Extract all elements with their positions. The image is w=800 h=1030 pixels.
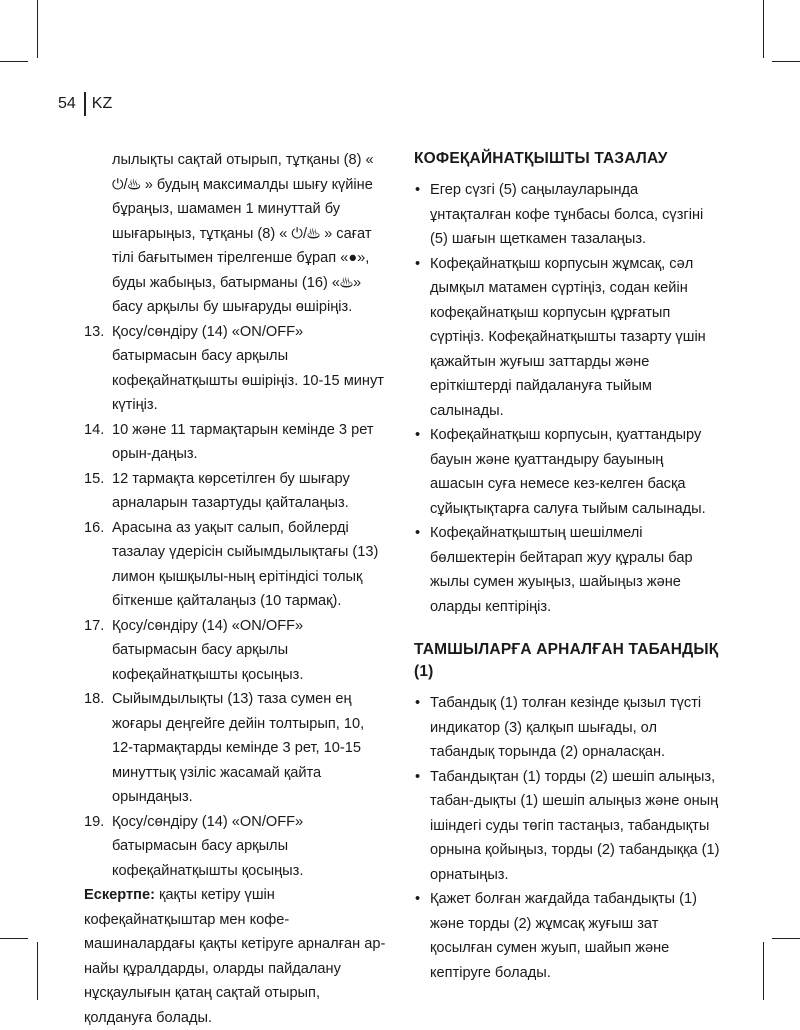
bullet-item: • Қажет болған жағдайда табандықты (1) және торды (2) жұмсақ жуғыш зат қосылған сумен жуып, шайып және кептіруге болады.: [414, 887, 720, 985]
bullet-item: • Кофеқайнатқыш корпусын, қуаттандыру бауын және қуаттандыру бауының ашасын суға немесе кез-келген басқа сұйықтықтарға салуға тыйым салынады.: [414, 423, 720, 521]
steps-list: [84, 320, 389, 884]
note: [84, 883, 389, 1030]
bullet-item: • Кофеқайнатқыш корпусын жұмсақ, сәл дымқыл матамен сүртіңіз, содан кейін кофеқайнатқыш корпусын құрғатып сүртіңіз. Кофеқайнатқышты тазарту үшін қажайтын жуғыш заттарды және еріткіштерді пайдалануға тыйым салынады.: [414, 252, 720, 424]
crop-mark: [763, 0, 764, 58]
step-number: 15.: [84, 470, 105, 487]
crop-mark: [37, 942, 38, 1000]
step-number: 14.: [84, 421, 105, 438]
page-header: [58, 92, 112, 116]
step-text: Қосу/сөндіру (14) «ON/OFF» батырмасын басу арқылы кофеқайнатқышты қосыңыз.: [112, 813, 304, 879]
crop-mark: [0, 61, 28, 62]
cleaning-bullets: [414, 178, 720, 619]
continuation-text: лылықты сақтай отырып, тұтқаны (8) « ⏻/♨ » будың максималды шығу күйіне бұраңыз, шамамен 1 минуттай бу шығарыңыз, тұтқаны (8) « ⏻/♨ » сағат тілі бағытымен тірелгенше бұрап «●», буды жабыңыз, батырманы (16) «♨» басу арқылы бу шығаруды өшіріңіз.: [112, 152, 374, 315]
bullet-item: • Кофеқайнатқыштың шешілмелі бөлшектерін бейтарап жуу құралы бар жылы сумен жуыңыз, шайыңыз және оларды кептіріңіз.: [414, 521, 720, 619]
bullet-item: • Табандық (1) толған кезінде қызыл түсті индикатор (3) қалқып шығады, ол табандық торында (2) орналасқан.: [414, 691, 720, 765]
step-text: Арасына аз уақыт салып, бойлерді тазалау үдерісін сыйымдылықтағы (13) лимон қышқылы-ның ерітіндісі толық біткенше қайталаңыз (10 тармақ).: [112, 519, 379, 609]
note-label: Ескертпе:: [84, 887, 155, 903]
step-text: Қосу/сөндіру (14) «ON/OFF» батырмасын басу арқылы кофеқайнатқышты қосыңыз.: [112, 617, 304, 683]
language-code: KZ: [91, 95, 113, 112]
step-item: [84, 614, 389, 688]
step-text: Сыйымдылықты (13) таза сумен ең жоғары деңгейге дейін толтырып, 10, 12-тармақтарды кемінде 3 рет, 10-15 минуттық үзіліс жасамай қайта орындаңыз.: [112, 691, 365, 805]
step-text: Қосу/сөндіру (14) «ON/OFF» батырмасын басу арқылы кофеқайнатқышты өшіріңіз. 10-15 минут күтіңіз.: [112, 323, 384, 413]
left-column: [84, 148, 389, 1030]
step-number: 18.: [84, 691, 105, 707]
step-item: [84, 320, 389, 418]
step-item: [84, 467, 389, 516]
crop-mark: [772, 61, 800, 62]
step-text: 10 және 11 тармақтарын кемінде 3 рет орын-даңыз.: [112, 421, 374, 462]
step-text: 12 тармақта көрсетілген бу шығару арналарын тазартуды қайталаңыз.: [112, 470, 350, 511]
bullet-item: • Егер сүзгі (5) саңылауларында ұнтақталған кофе тұнбасы болса, сүзгіні (5) шағын щеткамен тазалаңыз.: [414, 178, 720, 252]
crop-mark: [763, 942, 764, 1000]
step-number: 17.: [84, 617, 105, 634]
crop-mark: [0, 938, 28, 939]
step-item: [84, 418, 389, 467]
crop-mark: [37, 0, 38, 58]
step-number: 19.: [84, 813, 105, 830]
step-item: [84, 687, 389, 810]
step-item: [84, 516, 389, 614]
step-item: [84, 810, 389, 884]
section-title-drip-tray: ТАМШЫЛАРҒА АРНАЛҒАН ТАБАНДЫҚ (1): [414, 641, 719, 680]
section-title-cleaning: КОФЕҚАЙНАТҚЫШТЫ ТАЗАЛАУ: [414, 150, 668, 167]
page-number: 54: [58, 95, 76, 112]
crop-mark: [772, 938, 800, 939]
header-divider: [84, 92, 86, 116]
right-column: [414, 148, 720, 985]
step-number: 13.: [84, 323, 105, 340]
bullet-item: • Табандықтан (1) торды (2) шешіп алыңыз, табан-дықты (1) шешіп алыңыз және оның ішіндегі суды төгіп тастаңыз, табандықты орнына қойыңыз, торды (2) табандыққа (1) орнатыңыз.: [414, 765, 720, 888]
step-number: 16.: [84, 519, 105, 536]
note-text: қақты кетіру үшін кофеқайнатқыштар мен кофе-машиналардағы қақты кетіруге арналған ар-найы құралдарды, оларды пайдалану нұсқаулығын қатаң сақтай отырып, қолдануға болады.: [84, 887, 386, 1026]
drip-tray-bullets: [414, 691, 720, 985]
